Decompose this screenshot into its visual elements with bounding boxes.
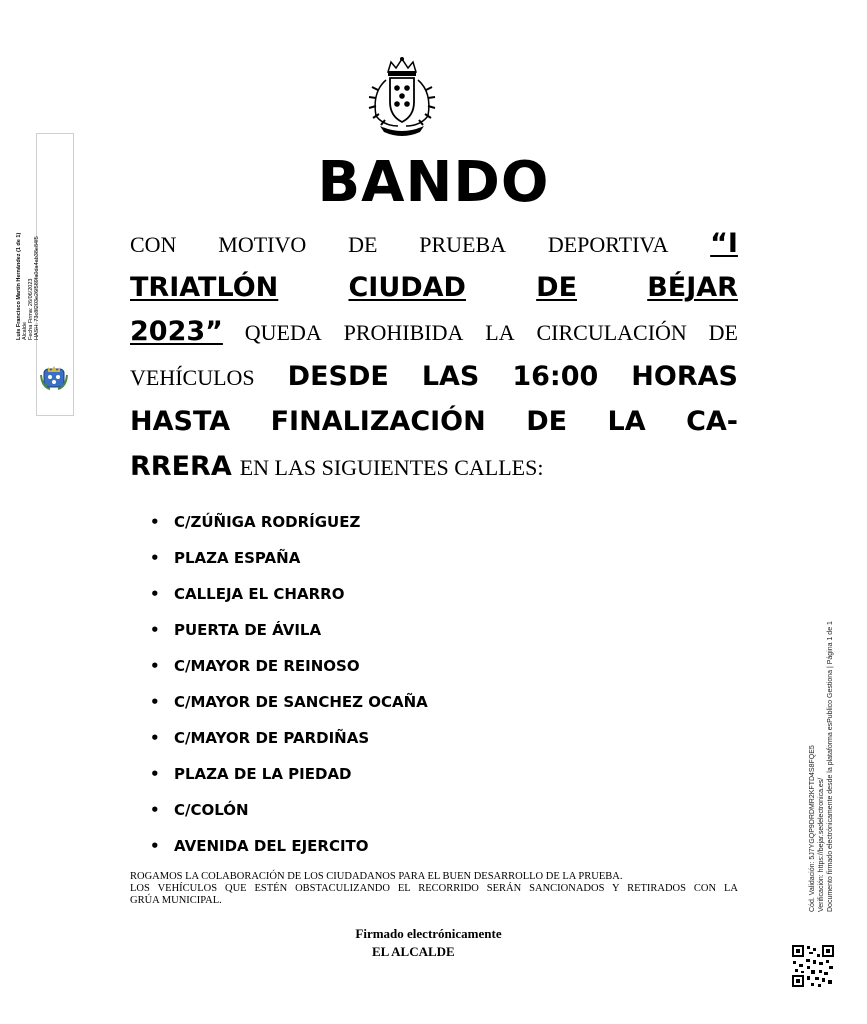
document-title: BANDO: [317, 150, 550, 215]
body-line-6: [130, 451, 738, 482]
time-phrase: LAS: [421, 361, 480, 392]
time-phrase: CA-: [686, 406, 738, 437]
street-name: CALLEJA EL CHARRO: [174, 585, 345, 603]
notes: [130, 871, 738, 907]
body-word: DEPORTIVA: [547, 232, 669, 257]
bullet: •: [150, 837, 160, 855]
time-phrase: HORAS: [631, 361, 738, 392]
body-word: DE: [708, 320, 738, 345]
event-name-part: CIUDAD: [348, 272, 466, 303]
verification-note: Documento firmado electrónicamente desde la plataforma esPublico Gestiona | Página 1 de 1: [827, 621, 834, 912]
signature-stamp-text: [16, 233, 40, 340]
bullet: •: [150, 801, 160, 819]
street-list-item: [150, 836, 428, 872]
street-list-item: [150, 656, 428, 692]
time-phrase: LA: [607, 406, 646, 437]
street-list: [150, 512, 428, 872]
body-line-2: [130, 272, 738, 303]
event-name-part: TRIATLÓN: [130, 272, 279, 303]
bullet: •: [150, 729, 160, 747]
bullet: •: [150, 549, 160, 567]
signer-title: EL ALCALDE: [372, 944, 455, 959]
time-phrase: FINALIZACIÓN: [270, 406, 486, 437]
time-phrase: DE: [526, 406, 568, 437]
body-word: PROHIBIDA: [343, 320, 464, 345]
body-word: CIRCULACIÓN: [536, 320, 687, 345]
body-line-5: [130, 406, 738, 437]
notes-line-2: LOS VEHÍCULOS QUE ESTÉN OBSTACULIZANDO EL RECORRIDO SERÁN SANCIONADOS Y RETIRADOS CON LA: [130, 883, 738, 894]
street-list-item: [150, 692, 428, 728]
notes-line-3: GRÚA MUNICIPAL.: [130, 895, 222, 906]
body-line-1: [130, 228, 738, 259]
body-word: PRUEBA: [419, 232, 507, 257]
street-list-item: [150, 800, 428, 836]
body-word: MOTIVO: [218, 232, 307, 257]
street-name: C/COLÓN: [174, 801, 249, 819]
event-name-part: DE: [536, 272, 578, 303]
street-name: PLAZA ESPAÑA: [174, 549, 301, 567]
body-word: VEHÍCULOS: [130, 365, 255, 390]
time-phrase: HASTA: [130, 406, 231, 437]
event-name-part: “I: [710, 228, 738, 259]
body-word: LA: [485, 320, 515, 345]
verification-code: Cód. Validación: 5J7YGQP9DRDMR2KFTD4S8FQE5: [809, 745, 816, 912]
bullet: •: [150, 621, 160, 639]
bullet: •: [150, 765, 160, 783]
body-word: QUEDA: [244, 320, 322, 345]
qr-code-icon: [791, 944, 835, 988]
stamp-hash: HASH: 73c8f203e26f589fa0da4ab38e84f5: [34, 236, 40, 340]
signature-line: Firmado electrónicamente: [355, 926, 502, 941]
street-name: AVENIDA DEL EJERCITO: [174, 837, 369, 855]
body-line-3: [130, 316, 738, 347]
time-phrase: 16:00: [512, 361, 599, 392]
coat-of-arms-emblem: [358, 56, 446, 136]
verification-url: Verificación: https://bejar.sedelectronica.es/: [818, 777, 825, 912]
body-word: DE: [348, 232, 378, 257]
event-name-part: BÉJAR: [647, 272, 738, 303]
city-crest-icon: [40, 365, 68, 391]
street-list-item: [150, 584, 428, 620]
street-name: C/ZÚÑIGA RODRÍGUEZ: [174, 513, 361, 531]
notes-line-1: ROGAMOS LA COLABORACIÓN DE LOS CIUDADANOS PARA EL BUEN DESARROLLO DE LA PRUEBA.: [130, 871, 623, 882]
bullet: •: [150, 657, 160, 675]
bullet: •: [150, 585, 160, 603]
bullet: •: [150, 693, 160, 711]
bullet: •: [150, 513, 160, 531]
street-list-item: [150, 764, 428, 800]
body-word: CON: [130, 232, 177, 257]
time-phrase: RRERA: [130, 451, 232, 482]
street-name: C/MAYOR DE SANCHEZ OCAÑA: [174, 693, 428, 711]
body-line-4: [130, 361, 738, 392]
event-name-part: 2023”: [130, 316, 223, 347]
street-name: C/MAYOR DE REINOSO: [174, 657, 360, 675]
street-name: PUERTA DE ÁVILA: [174, 621, 322, 639]
stamp-date: Fecha Firma: 26/06/2023: [28, 278, 34, 340]
body-word: EN LAS SIGUIENTES CALLES:: [239, 455, 544, 480]
street-name: PLAZA DE LA PIEDAD: [174, 765, 352, 783]
street-name: C/MAYOR DE PARDIÑAS: [174, 729, 370, 747]
street-list-item: [150, 512, 428, 548]
stamp-signer-name: Luis Francisco Martín Hernández (1 de 1): [16, 232, 22, 340]
stamp-role: Alcalde: [22, 321, 28, 340]
time-phrase: DESDE: [287, 361, 389, 392]
street-list-item: [150, 728, 428, 764]
street-list-item: [150, 620, 428, 656]
street-list-item: [150, 548, 428, 584]
verification-text: [808, 621, 835, 912]
